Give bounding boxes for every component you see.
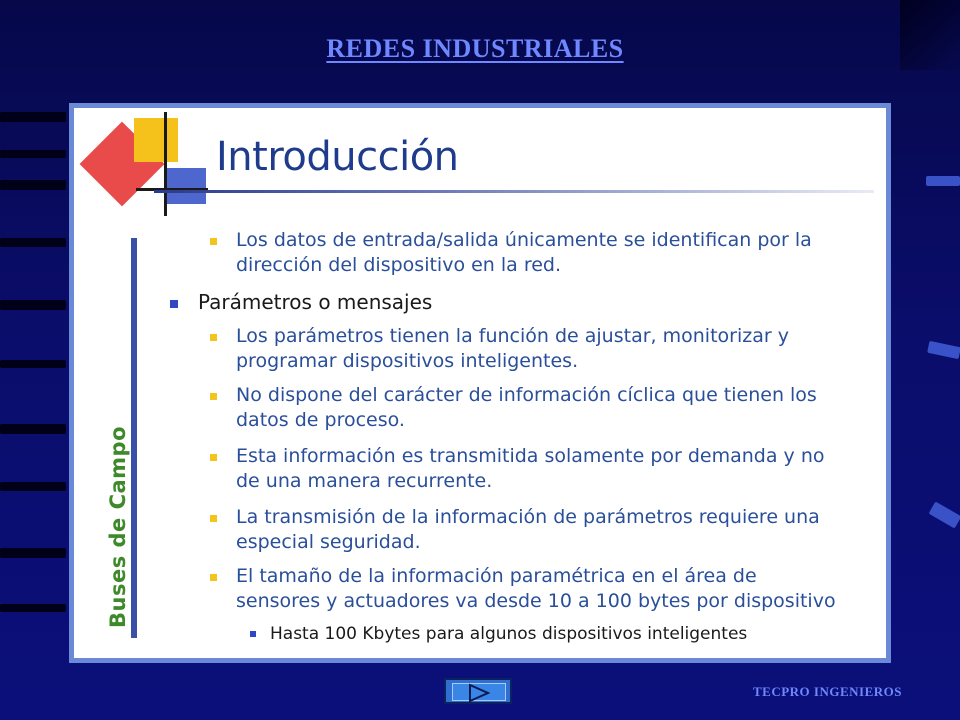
list-item: La transmisión de la información de parámetros requiere una especial seguridad.: [236, 505, 820, 555]
list-item: Los datos de entrada/salida únicamente se identifican por la dirección del dispositivo en la red.: [236, 228, 812, 278]
bullet-list: [74, 108, 886, 658]
bullet-icon: [210, 393, 217, 400]
bullet-icon: [250, 631, 256, 637]
background-streak: [0, 150, 66, 158]
list-item: El tamaño de la información paramétrica en el área de sensores y actuadores va desde 10 a 100 bytes por dispositivo: [236, 564, 836, 614]
background-streak: [0, 604, 66, 612]
page-title-link[interactable]: REDES INDUSTRIALES: [326, 34, 624, 63]
background-streak: [929, 501, 960, 528]
bullet-icon: [210, 334, 217, 341]
list-item: Hasta 100 Kbytes para algunos dispositivos inteligentes: [270, 622, 747, 647]
background-streak: [0, 482, 66, 491]
footer-company: TECPRO INGENIEROS: [753, 684, 902, 699]
bullet-icon: [210, 454, 217, 461]
bullet-icon: [210, 238, 217, 245]
slide-title: Introducción: [216, 134, 459, 180]
background-streak: [0, 424, 66, 434]
bullet-icon: [170, 300, 178, 308]
background-streak: [0, 238, 66, 247]
play-next-icon: [466, 683, 492, 703]
list-item: Esta información es transmitida solamente por demanda y no de una manera recurrente.: [236, 444, 825, 494]
background-streak: [0, 548, 66, 558]
bullet-icon: [210, 515, 217, 522]
slide-content: [74, 108, 886, 658]
background-streak: [926, 176, 960, 186]
list-item: No dispone del carácter de información cíclica que tienen los datos de proceso.: [236, 383, 817, 433]
side-label: Buses de Campo: [106, 425, 130, 628]
background-streak: [0, 300, 66, 310]
background-streak: [927, 341, 960, 359]
list-item: Parámetros o mensajes: [198, 290, 432, 315]
background-streak: [0, 112, 66, 122]
list-item: Los parámetros tienen la función de ajustar, monitorizar y programar dispositivos inteligentes.: [236, 324, 789, 374]
bullet-icon: [210, 574, 217, 581]
background-streak: [0, 180, 66, 190]
next-slide-button[interactable]: [444, 678, 512, 704]
background-streak: [0, 360, 66, 368]
